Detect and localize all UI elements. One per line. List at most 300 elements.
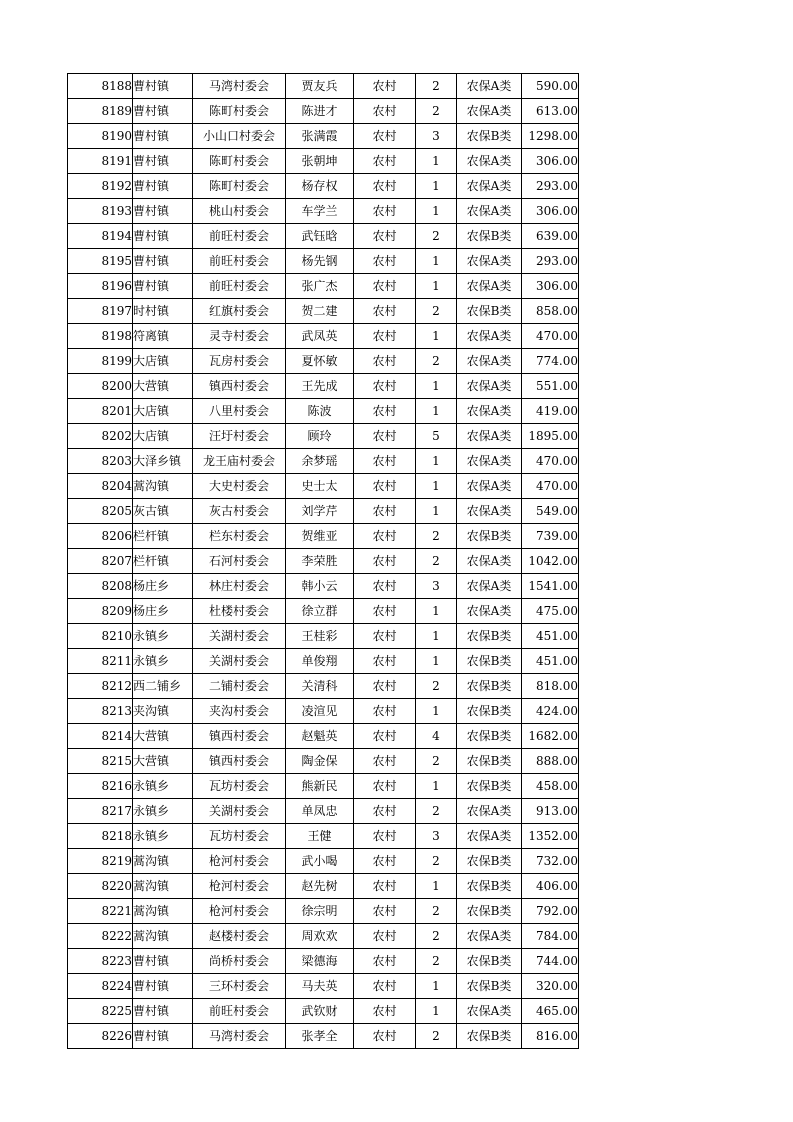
household-type-cell: 农村 [354, 599, 416, 624]
town-cell: 西二铺乡 [133, 674, 193, 699]
insurance-category-cell: 农保A类 [457, 499, 522, 524]
amount-cell: 818.00 [522, 674, 579, 699]
member-count-cell: 2 [416, 924, 457, 949]
village-committee-cell: 前旺村委会 [193, 224, 286, 249]
town-cell: 曹村镇 [133, 274, 193, 299]
household-type-cell: 农村 [354, 574, 416, 599]
record-id-cell: 8208 [68, 574, 133, 599]
record-id-cell: 8204 [68, 474, 133, 499]
table-row [68, 599, 579, 624]
town-cell: 大营镇 [133, 374, 193, 399]
record-id-cell: 8194 [68, 224, 133, 249]
village-committee-cell: 八里村委会 [193, 399, 286, 424]
insurance-category-cell: 农保B类 [457, 774, 522, 799]
village-committee-cell: 小山口村委会 [193, 124, 286, 149]
amount-cell: 451.00 [522, 624, 579, 649]
record-id-cell: 8225 [68, 999, 133, 1024]
person-name-cell: 余梦瑶 [286, 449, 354, 474]
household-type-cell: 农村 [354, 399, 416, 424]
member-count-cell: 2 [416, 524, 457, 549]
household-type-cell: 农村 [354, 624, 416, 649]
person-name-cell: 王健 [286, 824, 354, 849]
amount-cell: 320.00 [522, 974, 579, 999]
village-committee-cell: 红旗村委会 [193, 299, 286, 324]
household-type-cell: 农村 [354, 924, 416, 949]
record-id-cell: 8213 [68, 699, 133, 724]
table-row [68, 574, 579, 599]
table-row [68, 724, 579, 749]
village-committee-cell: 前旺村委会 [193, 274, 286, 299]
village-committee-cell: 关湖村委会 [193, 624, 286, 649]
amount-cell: 613.00 [522, 99, 579, 124]
record-id-cell: 8201 [68, 399, 133, 424]
insurance-category-cell: 农保B类 [457, 624, 522, 649]
household-type-cell: 农村 [354, 324, 416, 349]
person-name-cell: 陈进才 [286, 99, 354, 124]
person-name-cell: 周欢欢 [286, 924, 354, 949]
village-committee-cell: 汪圩村委会 [193, 424, 286, 449]
table-row [68, 999, 579, 1024]
village-committee-cell: 枪河村委会 [193, 849, 286, 874]
table-row [68, 699, 579, 724]
household-type-cell: 农村 [354, 899, 416, 924]
household-type-cell: 农村 [354, 349, 416, 374]
member-count-cell: 1 [416, 474, 457, 499]
member-count-cell: 2 [416, 849, 457, 874]
person-name-cell: 贺维亚 [286, 524, 354, 549]
amount-cell: 1352.00 [522, 824, 579, 849]
household-type-cell: 农村 [354, 74, 416, 99]
insurance-category-cell: 农保B类 [457, 699, 522, 724]
insurance-category-cell: 农保B类 [457, 299, 522, 324]
household-type-cell: 农村 [354, 749, 416, 774]
record-id-cell: 8218 [68, 824, 133, 849]
town-cell: 蒿沟镇 [133, 474, 193, 499]
insurance-category-cell: 农保A类 [457, 424, 522, 449]
table-row [68, 549, 579, 574]
person-name-cell: 夏怀敏 [286, 349, 354, 374]
household-type-cell: 农村 [354, 524, 416, 549]
person-name-cell: 陶金保 [286, 749, 354, 774]
table-row [68, 424, 579, 449]
record-id-cell: 8206 [68, 524, 133, 549]
table-row [68, 1024, 579, 1049]
amount-cell: 306.00 [522, 149, 579, 174]
table-row [68, 374, 579, 399]
town-cell: 曹村镇 [133, 999, 193, 1024]
amount-cell: 293.00 [522, 174, 579, 199]
amount-cell: 639.00 [522, 224, 579, 249]
person-name-cell: 凌渲见 [286, 699, 354, 724]
amount-cell: 1298.00 [522, 124, 579, 149]
insurance-category-cell: 农保A类 [457, 99, 522, 124]
record-id-cell: 8200 [68, 374, 133, 399]
amount-cell: 451.00 [522, 649, 579, 674]
insurance-category-cell: 农保A类 [457, 374, 522, 399]
person-name-cell: 徐宗明 [286, 899, 354, 924]
town-cell: 曹村镇 [133, 199, 193, 224]
member-count-cell: 1 [416, 399, 457, 424]
village-committee-cell: 前旺村委会 [193, 249, 286, 274]
amount-cell: 792.00 [522, 899, 579, 924]
town-cell: 曹村镇 [133, 149, 193, 174]
household-type-cell: 农村 [354, 724, 416, 749]
village-committee-cell: 夹沟村委会 [193, 699, 286, 724]
member-count-cell: 1 [416, 174, 457, 199]
record-id-cell: 8190 [68, 124, 133, 149]
insurance-category-cell: 农保A类 [457, 824, 522, 849]
member-count-cell: 2 [416, 749, 457, 774]
household-type-cell: 农村 [354, 999, 416, 1024]
household-type-cell: 农村 [354, 374, 416, 399]
town-cell: 曹村镇 [133, 949, 193, 974]
town-cell: 永镇乡 [133, 824, 193, 849]
insurance-category-cell: 农保A类 [457, 349, 522, 374]
amount-cell: 465.00 [522, 999, 579, 1024]
table-row [68, 199, 579, 224]
person-name-cell: 关清科 [286, 674, 354, 699]
household-type-cell: 农村 [354, 849, 416, 874]
village-committee-cell: 陈町村委会 [193, 174, 286, 199]
member-count-cell: 2 [416, 549, 457, 574]
amount-cell: 424.00 [522, 699, 579, 724]
town-cell: 曹村镇 [133, 1024, 193, 1049]
table-row [68, 449, 579, 474]
table-row [68, 399, 579, 424]
town-cell: 永镇乡 [133, 799, 193, 824]
member-count-cell: 1 [416, 449, 457, 474]
amount-cell: 913.00 [522, 799, 579, 824]
village-committee-cell: 三环村委会 [193, 974, 286, 999]
village-committee-cell: 林庄村委会 [193, 574, 286, 599]
table-row [68, 799, 579, 824]
village-committee-cell: 陈町村委会 [193, 149, 286, 174]
household-type-cell: 农村 [354, 174, 416, 199]
person-name-cell: 刘学芹 [286, 499, 354, 524]
amount-cell: 858.00 [522, 299, 579, 324]
village-committee-cell: 桃山村委会 [193, 199, 286, 224]
table-row [68, 899, 579, 924]
person-name-cell: 赵先树 [286, 874, 354, 899]
insurance-category-cell: 农保A类 [457, 149, 522, 174]
person-name-cell: 武钰晗 [286, 224, 354, 249]
person-name-cell: 单俊翔 [286, 649, 354, 674]
village-committee-cell: 镇西村委会 [193, 374, 286, 399]
household-type-cell: 农村 [354, 224, 416, 249]
person-name-cell: 王先成 [286, 374, 354, 399]
record-id-cell: 8197 [68, 299, 133, 324]
town-cell: 永镇乡 [133, 624, 193, 649]
table-row [68, 274, 579, 299]
insurance-category-cell: 农保B类 [457, 949, 522, 974]
household-type-cell: 农村 [354, 449, 416, 474]
table-row [68, 74, 579, 99]
record-id-cell: 8195 [68, 249, 133, 274]
town-cell: 蒿沟镇 [133, 899, 193, 924]
household-type-cell: 农村 [354, 949, 416, 974]
village-committee-cell: 枪河村委会 [193, 874, 286, 899]
town-cell: 蒿沟镇 [133, 874, 193, 899]
member-count-cell: 1 [416, 599, 457, 624]
town-cell: 大店镇 [133, 399, 193, 424]
town-cell: 永镇乡 [133, 649, 193, 674]
record-id-cell: 8191 [68, 149, 133, 174]
insurance-category-cell: 农保B类 [457, 724, 522, 749]
village-committee-cell: 枪河村委会 [193, 899, 286, 924]
table-row [68, 149, 579, 174]
household-type-cell: 农村 [354, 99, 416, 124]
person-name-cell: 马夫英 [286, 974, 354, 999]
person-name-cell: 武凤英 [286, 324, 354, 349]
person-name-cell: 杨存权 [286, 174, 354, 199]
member-count-cell: 1 [416, 324, 457, 349]
insurance-category-cell: 农保B类 [457, 224, 522, 249]
person-name-cell: 熊新民 [286, 774, 354, 799]
village-committee-cell: 龙王庙村委会 [193, 449, 286, 474]
amount-cell: 470.00 [522, 449, 579, 474]
household-type-cell: 农村 [354, 699, 416, 724]
household-type-cell: 农村 [354, 549, 416, 574]
record-id-cell: 8192 [68, 174, 133, 199]
town-cell: 符离镇 [133, 324, 193, 349]
insurance-category-cell: 农保B类 [457, 899, 522, 924]
amount-cell: 590.00 [522, 74, 579, 99]
member-count-cell: 1 [416, 699, 457, 724]
person-name-cell: 张孝全 [286, 1024, 354, 1049]
person-name-cell: 车学兰 [286, 199, 354, 224]
insurance-category-cell: 农保B类 [457, 674, 522, 699]
member-count-cell: 1 [416, 199, 457, 224]
amount-cell: 816.00 [522, 1024, 579, 1049]
table-row [68, 874, 579, 899]
person-name-cell: 单凤忠 [286, 799, 354, 824]
person-name-cell: 赵魁英 [286, 724, 354, 749]
town-cell: 栏杆镇 [133, 524, 193, 549]
member-count-cell: 2 [416, 224, 457, 249]
amount-cell: 1541.00 [522, 574, 579, 599]
person-name-cell: 王桂彩 [286, 624, 354, 649]
table-row [68, 624, 579, 649]
table-row [68, 949, 579, 974]
record-id-cell: 8212 [68, 674, 133, 699]
household-type-cell: 农村 [354, 774, 416, 799]
record-id-cell: 8214 [68, 724, 133, 749]
member-count-cell: 3 [416, 124, 457, 149]
town-cell: 大营镇 [133, 749, 193, 774]
member-count-cell: 1 [416, 624, 457, 649]
person-name-cell: 史士太 [286, 474, 354, 499]
record-id-cell: 8205 [68, 499, 133, 524]
record-id-cell: 8189 [68, 99, 133, 124]
insurance-category-cell: 农保B类 [457, 124, 522, 149]
person-name-cell: 张满霞 [286, 124, 354, 149]
table-row [68, 974, 579, 999]
person-name-cell: 贾友兵 [286, 74, 354, 99]
table-row [68, 499, 579, 524]
insurance-category-cell: 农保B类 [457, 524, 522, 549]
town-cell: 曹村镇 [133, 249, 193, 274]
table-row [68, 474, 579, 499]
table-row [68, 674, 579, 699]
person-name-cell: 杨先钢 [286, 249, 354, 274]
person-name-cell: 陈波 [286, 399, 354, 424]
amount-cell: 293.00 [522, 249, 579, 274]
person-name-cell: 梁德海 [286, 949, 354, 974]
member-count-cell: 4 [416, 724, 457, 749]
amount-cell: 784.00 [522, 924, 579, 949]
village-committee-cell: 赵楼村委会 [193, 924, 286, 949]
insurance-category-cell: 农保A类 [457, 399, 522, 424]
village-committee-cell: 关湖村委会 [193, 799, 286, 824]
insurance-category-cell: 农保B类 [457, 749, 522, 774]
village-committee-cell: 杜楼村委会 [193, 599, 286, 624]
town-cell: 夹沟镇 [133, 699, 193, 724]
table-row [68, 224, 579, 249]
record-id-cell: 8209 [68, 599, 133, 624]
record-id-cell: 8211 [68, 649, 133, 674]
town-cell: 永镇乡 [133, 774, 193, 799]
record-id-cell: 8222 [68, 924, 133, 949]
table-row [68, 99, 579, 124]
insurance-category-cell: 农保A类 [457, 474, 522, 499]
table-row [68, 249, 579, 274]
household-type-cell: 农村 [354, 299, 416, 324]
member-count-cell: 2 [416, 349, 457, 374]
town-cell: 曹村镇 [133, 974, 193, 999]
town-cell: 蒿沟镇 [133, 849, 193, 874]
member-count-cell: 1 [416, 999, 457, 1024]
member-count-cell: 1 [416, 249, 457, 274]
record-id-cell: 8215 [68, 749, 133, 774]
record-id-cell: 8224 [68, 974, 133, 999]
amount-cell: 406.00 [522, 874, 579, 899]
roster-table [67, 73, 579, 1049]
record-id-cell: 8223 [68, 949, 133, 974]
village-committee-cell: 马湾村委会 [193, 1024, 286, 1049]
table-row [68, 324, 579, 349]
town-cell: 灰古镇 [133, 499, 193, 524]
village-committee-cell: 石河村委会 [193, 549, 286, 574]
insurance-category-cell: 农保A类 [457, 324, 522, 349]
town-cell: 曹村镇 [133, 124, 193, 149]
amount-cell: 419.00 [522, 399, 579, 424]
table-row [68, 299, 579, 324]
insurance-category-cell: 农保B类 [457, 849, 522, 874]
person-name-cell: 李荣胜 [286, 549, 354, 574]
record-id-cell: 8188 [68, 74, 133, 99]
member-count-cell: 1 [416, 974, 457, 999]
village-committee-cell: 二铺村委会 [193, 674, 286, 699]
village-committee-cell: 大史村委会 [193, 474, 286, 499]
household-type-cell: 农村 [354, 674, 416, 699]
town-cell: 大营镇 [133, 724, 193, 749]
table-row [68, 649, 579, 674]
member-count-cell: 5 [416, 424, 457, 449]
town-cell: 曹村镇 [133, 74, 193, 99]
town-cell: 蒿沟镇 [133, 924, 193, 949]
household-type-cell: 农村 [354, 474, 416, 499]
member-count-cell: 1 [416, 774, 457, 799]
insurance-category-cell: 农保B类 [457, 974, 522, 999]
household-type-cell: 农村 [354, 424, 416, 449]
record-id-cell: 8196 [68, 274, 133, 299]
roster-table-body [68, 74, 579, 1049]
village-committee-cell: 马湾村委会 [193, 74, 286, 99]
insurance-category-cell: 农保A类 [457, 199, 522, 224]
insurance-category-cell: 农保A类 [457, 74, 522, 99]
record-id-cell: 8216 [68, 774, 133, 799]
person-name-cell: 武钦财 [286, 999, 354, 1024]
town-cell: 栏杆镇 [133, 549, 193, 574]
amount-cell: 774.00 [522, 349, 579, 374]
town-cell: 曹村镇 [133, 174, 193, 199]
person-name-cell: 武小喝 [286, 849, 354, 874]
amount-cell: 739.00 [522, 524, 579, 549]
person-name-cell: 韩小云 [286, 574, 354, 599]
member-count-cell: 3 [416, 824, 457, 849]
insurance-category-cell: 农保A类 [457, 249, 522, 274]
member-count-cell: 2 [416, 899, 457, 924]
insurance-category-cell: 农保B类 [457, 1024, 522, 1049]
insurance-category-cell: 农保A类 [457, 549, 522, 574]
person-name-cell: 顾玲 [286, 424, 354, 449]
village-committee-cell: 瓦房村委会 [193, 349, 286, 374]
amount-cell: 458.00 [522, 774, 579, 799]
village-committee-cell: 关湖村委会 [193, 649, 286, 674]
town-cell: 大店镇 [133, 424, 193, 449]
record-id-cell: 8198 [68, 324, 133, 349]
insurance-category-cell: 农保B类 [457, 649, 522, 674]
table-row [68, 774, 579, 799]
town-cell: 时村镇 [133, 299, 193, 324]
record-id-cell: 8219 [68, 849, 133, 874]
record-id-cell: 8217 [68, 799, 133, 824]
amount-cell: 306.00 [522, 274, 579, 299]
amount-cell: 1895.00 [522, 424, 579, 449]
member-count-cell: 2 [416, 74, 457, 99]
town-cell: 曹村镇 [133, 99, 193, 124]
household-type-cell: 农村 [354, 974, 416, 999]
amount-cell: 475.00 [522, 599, 579, 624]
village-committee-cell: 前旺村委会 [193, 999, 286, 1024]
amount-cell: 306.00 [522, 199, 579, 224]
person-name-cell: 张广杰 [286, 274, 354, 299]
village-committee-cell: 瓦坊村委会 [193, 824, 286, 849]
household-type-cell: 农村 [354, 499, 416, 524]
record-id-cell: 8193 [68, 199, 133, 224]
member-count-cell: 1 [416, 374, 457, 399]
amount-cell: 470.00 [522, 474, 579, 499]
table-row [68, 124, 579, 149]
town-cell: 杨庄乡 [133, 574, 193, 599]
person-name-cell: 贺二建 [286, 299, 354, 324]
table-row [68, 524, 579, 549]
household-type-cell: 农村 [354, 124, 416, 149]
amount-cell: 549.00 [522, 499, 579, 524]
village-committee-cell: 栏东村委会 [193, 524, 286, 549]
table-row [68, 849, 579, 874]
table-row [68, 824, 579, 849]
household-type-cell: 农村 [354, 824, 416, 849]
member-count-cell: 1 [416, 274, 457, 299]
town-cell: 杨庄乡 [133, 599, 193, 624]
amount-cell: 744.00 [522, 949, 579, 974]
household-type-cell: 农村 [354, 799, 416, 824]
member-count-cell: 1 [416, 149, 457, 174]
town-cell: 曹村镇 [133, 224, 193, 249]
village-committee-cell: 镇西村委会 [193, 724, 286, 749]
insurance-category-cell: 农保A类 [457, 599, 522, 624]
